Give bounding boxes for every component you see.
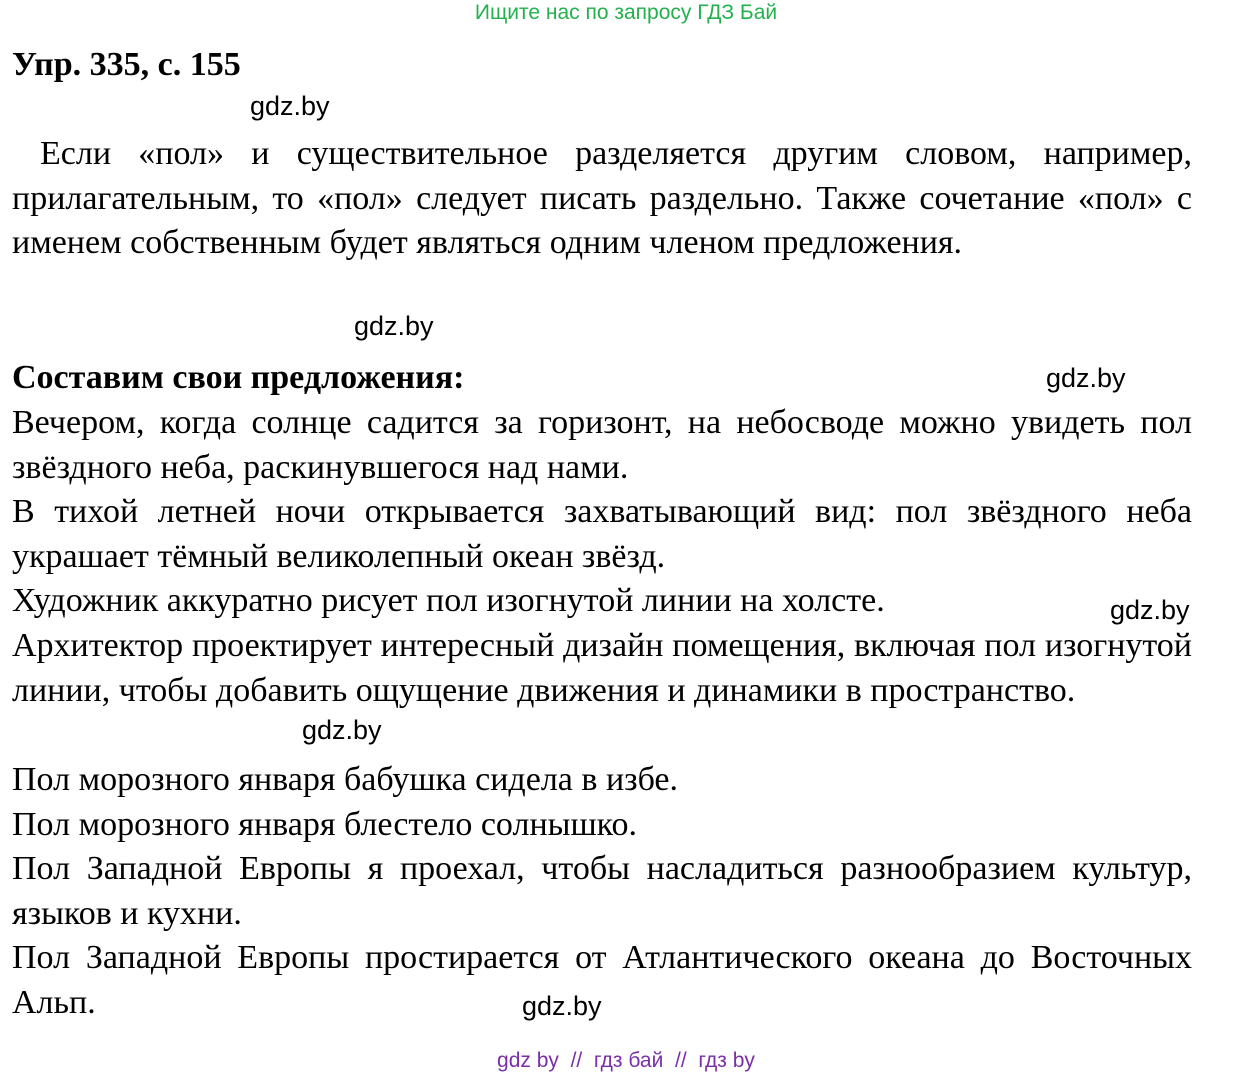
sentence-7: Пол Западной Европы я проехал, чтобы насладиться разнообразием культур, языков и кухни. — [12, 850, 1192, 932]
sentence-2: В тихой летней ночи открывается захватывающий вид: пол звёздного неба украшает тёмный великолепный океан звёзд. — [12, 493, 1192, 575]
bottom-banner: gdz by // гдз бай // гдз by — [497, 1049, 755, 1072]
sentence-3: Художник аккуратно рисует пол изогнутой линии на холсте. — [12, 582, 885, 619]
section-heading: Составим свои предложения: — [12, 359, 465, 396]
watermark: gdz.by — [1046, 363, 1126, 393]
watermark: gdz.by — [1110, 595, 1190, 625]
top-banner: Ищите нас по запросу ГДЗ Бай — [474, 1, 778, 24]
sentence-8: Пол Западной Европы простирается от Атлантического океана до Восточных Альп. — [12, 939, 1192, 1021]
sentence-1: Вечером, когда солнце садится за горизонт, на небосводе можно увидеть пол звёздного неба, раскинувшегося над нами. — [12, 404, 1192, 486]
watermark: gdz.by — [522, 991, 602, 1021]
intro-paragraph: Если «пол» и существительное разделяется другим словом, например, прилагательным, то «пол» следует писать раздельно. Также сочетание «пол» с именем собственным будет являться одним членом предложения. — [12, 135, 1192, 261]
exercise-title: Упр. 335, с. 155 — [12, 46, 241, 83]
watermark: gdz.by — [302, 715, 382, 745]
sentence-5: Пол морозного января бабушка сидела в избе. — [12, 761, 679, 798]
watermark: gdz.by — [354, 311, 434, 341]
sentence-6: Пол морозного января блестело солнышко. — [12, 806, 637, 843]
sentence-4: Архитектор проектирует интересный дизайн помещения, включая пол изогнутой линии, чтобы добавить ощущение движения и динамики в пространство. — [12, 627, 1192, 709]
watermark: gdz.by — [250, 91, 330, 121]
